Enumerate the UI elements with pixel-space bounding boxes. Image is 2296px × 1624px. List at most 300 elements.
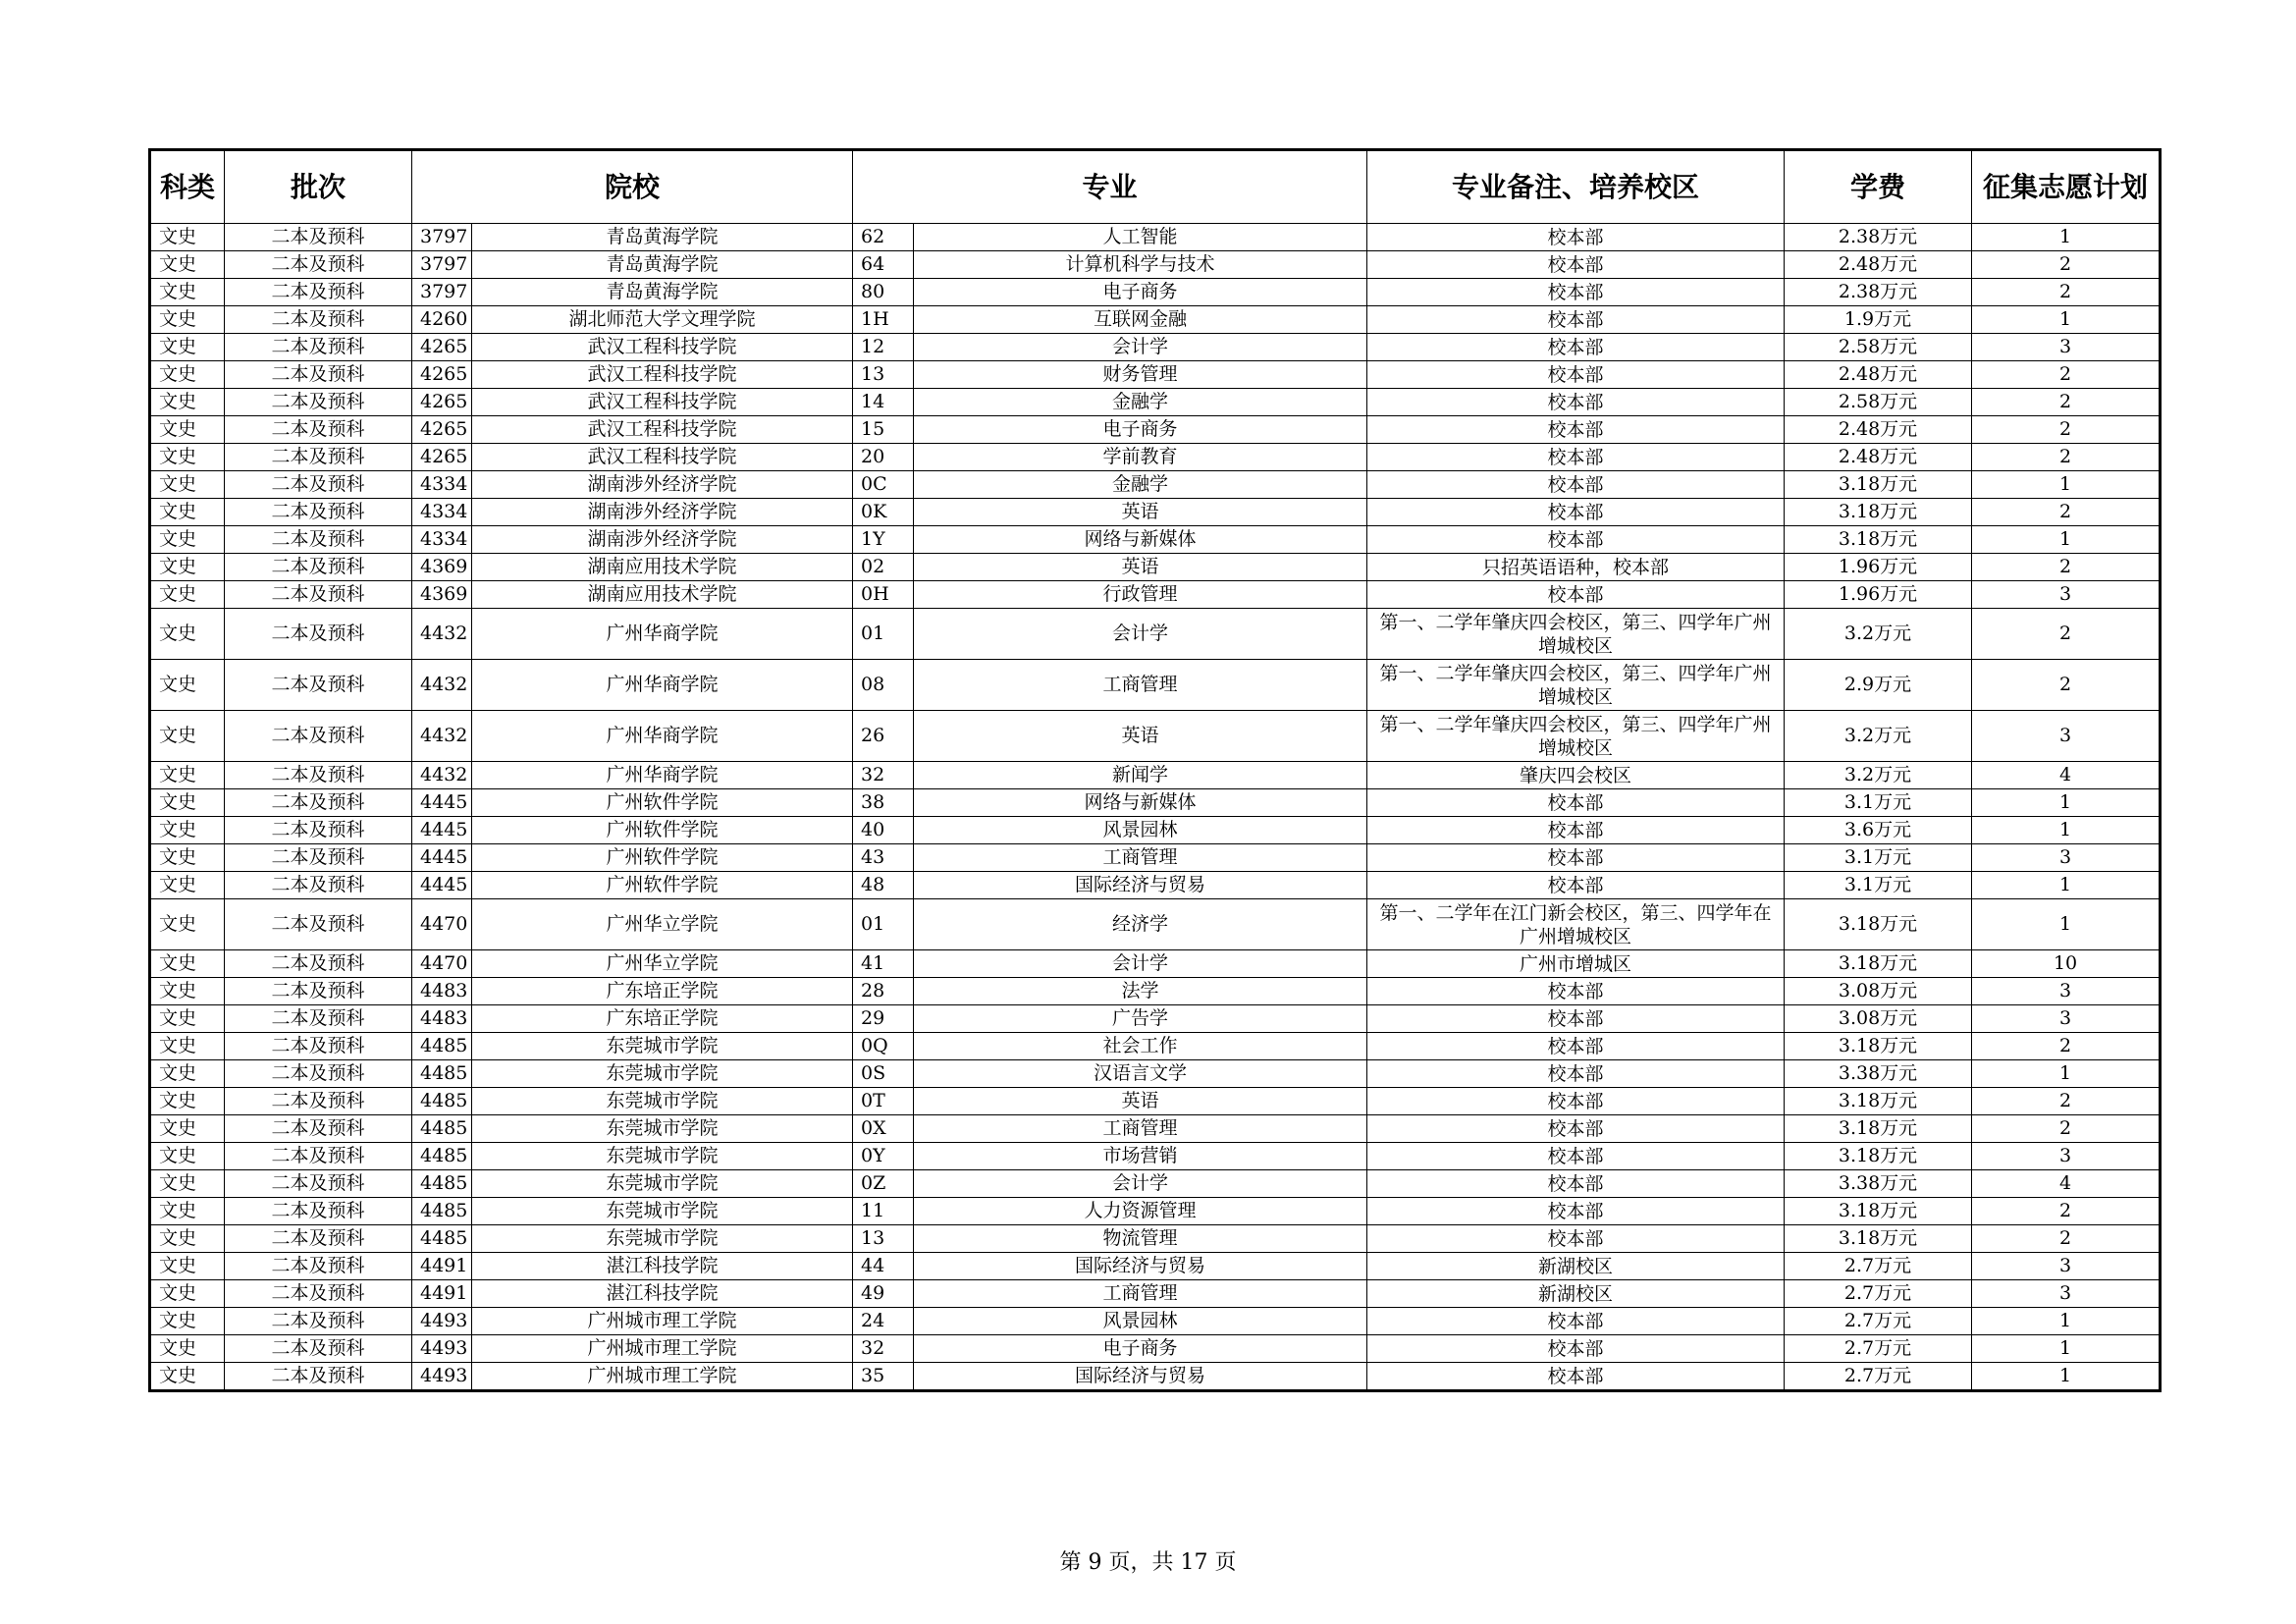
cell-category: 文史: [150, 1033, 225, 1060]
cell-major-name: 会计学: [914, 1170, 1367, 1198]
cell-school-name: 东莞城市学院: [472, 1115, 853, 1143]
cell-note: 校本部: [1367, 251, 1785, 279]
cell-note: 校本部: [1367, 1005, 1785, 1033]
cell-plan: 3: [1972, 711, 2161, 762]
cell-category: 文史: [150, 554, 225, 581]
cell-batch: 二本及预科: [225, 789, 412, 817]
cell-category: 文史: [150, 1225, 225, 1253]
cell-major-name: 工商管理: [914, 844, 1367, 872]
cell-fee: 3.18万元: [1785, 1033, 1972, 1060]
header-category: 科类: [150, 150, 225, 224]
cell-school-code: 4485: [412, 1060, 472, 1088]
cell-plan: 1: [1972, 817, 2161, 844]
cell-fee: 3.18万元: [1785, 499, 1972, 526]
cell-batch: 二本及预科: [225, 361, 412, 389]
cell-category: 文史: [150, 844, 225, 872]
cell-major-code: 20: [853, 444, 914, 471]
cell-school-code: 4334: [412, 499, 472, 526]
cell-school-code: 3797: [412, 224, 472, 251]
cell-major-name: 新闻学: [914, 762, 1367, 789]
cell-plan: 2: [1972, 609, 2161, 660]
cell-category: 文史: [150, 416, 225, 444]
cell-major-name: 经济学: [914, 899, 1367, 950]
header-row: [150, 150, 2161, 224]
cell-batch: 二本及预科: [225, 1198, 412, 1225]
cell-note: 校本部: [1367, 1170, 1785, 1198]
table-row: [150, 1060, 2161, 1088]
cell-category: 文史: [150, 334, 225, 361]
table-row: [150, 1088, 2161, 1115]
cell-plan: 3: [1972, 1253, 2161, 1280]
cell-batch: 二本及预科: [225, 334, 412, 361]
cell-major-name: 国际经济与贸易: [914, 1363, 1367, 1391]
table-row: [150, 444, 2161, 471]
cell-fee: 3.08万元: [1785, 978, 1972, 1005]
cell-major-code: 08: [853, 660, 914, 711]
table-row: [150, 950, 2161, 978]
cell-fee: 3.08万元: [1785, 1005, 1972, 1033]
cell-school-code: 4432: [412, 711, 472, 762]
cell-category: 文史: [150, 1060, 225, 1088]
cell-school-code: 4493: [412, 1308, 472, 1335]
cell-fee: 2.7万元: [1785, 1363, 1972, 1391]
cell-school-code: 4445: [412, 872, 472, 899]
cell-category: 文史: [150, 306, 225, 334]
cell-category: 文史: [150, 279, 225, 306]
cell-school-code: 4265: [412, 389, 472, 416]
table-row: [150, 1143, 2161, 1170]
cell-batch: 二本及预科: [225, 817, 412, 844]
cell-school-code: 4265: [412, 444, 472, 471]
cell-plan: 3: [1972, 1143, 2161, 1170]
cell-school-code: 4432: [412, 609, 472, 660]
cell-batch: 二本及预科: [225, 581, 412, 609]
cell-batch: 二本及预科: [225, 389, 412, 416]
cell-batch: 二本及预科: [225, 1335, 412, 1363]
cell-category: 文史: [150, 526, 225, 554]
cell-school-code: 4470: [412, 950, 472, 978]
cell-note: 校本部: [1367, 1335, 1785, 1363]
header-plan: 征集志愿计划: [1972, 150, 2161, 224]
cell-school-code: 4485: [412, 1088, 472, 1115]
cell-plan: 3: [1972, 1005, 2161, 1033]
cell-fee: 3.18万元: [1785, 1225, 1972, 1253]
cell-school-name: 广州华商学院: [472, 711, 853, 762]
cell-category: 文史: [150, 361, 225, 389]
cell-major-code: 44: [853, 1253, 914, 1280]
cell-major-code: 62: [853, 224, 914, 251]
cell-school-name: 广州华立学院: [472, 950, 853, 978]
cell-school-code: 4334: [412, 526, 472, 554]
cell-school-code: 3797: [412, 251, 472, 279]
cell-school-name: 东莞城市学院: [472, 1143, 853, 1170]
cell-major-name: 风景园林: [914, 1308, 1367, 1335]
cell-school-name: 东莞城市学院: [472, 1060, 853, 1088]
cell-major-code: 0X: [853, 1115, 914, 1143]
cell-note: 校本部: [1367, 389, 1785, 416]
cell-school-name: 湖南涉外经济学院: [472, 526, 853, 554]
cell-plan: 3: [1972, 581, 2161, 609]
cell-batch: 二本及预科: [225, 899, 412, 950]
cell-note: 校本部: [1367, 279, 1785, 306]
cell-major-code: 32: [853, 1335, 914, 1363]
cell-category: 文史: [150, 581, 225, 609]
cell-major-name: 市场营销: [914, 1143, 1367, 1170]
cell-major-name: 财务管理: [914, 361, 1367, 389]
cell-category: 文史: [150, 251, 225, 279]
cell-major-name: 英语: [914, 711, 1367, 762]
cell-plan: 1: [1972, 1363, 2161, 1391]
cell-plan: 1: [1972, 899, 2161, 950]
cell-school-name: 武汉工程科技学院: [472, 416, 853, 444]
cell-note: 校本部: [1367, 526, 1785, 554]
cell-school-name: 广州华商学院: [472, 660, 853, 711]
cell-category: 文史: [150, 1363, 225, 1391]
cell-major-code: 02: [853, 554, 914, 581]
cell-plan: 2: [1972, 1225, 2161, 1253]
cell-batch: 二本及预科: [225, 762, 412, 789]
cell-major-code: 26: [853, 711, 914, 762]
cell-fee: 2.7万元: [1785, 1280, 1972, 1308]
table-row: [150, 1253, 2161, 1280]
header-batch: 批次: [225, 150, 412, 224]
cell-category: 文史: [150, 389, 225, 416]
cell-fee: 2.48万元: [1785, 251, 1972, 279]
cell-fee: 2.7万元: [1785, 1253, 1972, 1280]
cell-category: 文史: [150, 499, 225, 526]
cell-school-code: 4485: [412, 1225, 472, 1253]
cell-batch: 二本及预科: [225, 1308, 412, 1335]
cell-batch: 二本及预科: [225, 279, 412, 306]
cell-major-code: 38: [853, 789, 914, 817]
table-row: [150, 1225, 2161, 1253]
cell-batch: 二本及预科: [225, 526, 412, 554]
cell-school-name: 广州软件学院: [472, 844, 853, 872]
cell-plan: 3: [1972, 844, 2161, 872]
cell-school-name: 广东培正学院: [472, 978, 853, 1005]
cell-fee: 1.9万元: [1785, 306, 1972, 334]
cell-major-code: 13: [853, 361, 914, 389]
cell-note: 校本部: [1367, 817, 1785, 844]
table-row: [150, 978, 2161, 1005]
cell-note: 校本部: [1367, 224, 1785, 251]
cell-note: 肇庆四会校区: [1367, 762, 1785, 789]
cell-school-code: 4432: [412, 660, 472, 711]
cell-batch: 二本及预科: [225, 1143, 412, 1170]
table-row: [150, 1170, 2161, 1198]
cell-note: 校本部: [1367, 581, 1785, 609]
cell-major-name: 英语: [914, 499, 1367, 526]
cell-category: 文史: [150, 1280, 225, 1308]
table-row: [150, 416, 2161, 444]
cell-note: 校本部: [1367, 1033, 1785, 1060]
cell-fee: 3.18万元: [1785, 1115, 1972, 1143]
cell-school-code: 4493: [412, 1335, 472, 1363]
cell-school-name: 湛江科技学院: [472, 1280, 853, 1308]
table-row: [150, 1198, 2161, 1225]
table-row: [150, 1363, 2161, 1391]
cell-school-name: 湖南涉外经济学院: [472, 471, 853, 499]
cell-fee: 2.58万元: [1785, 389, 1972, 416]
cell-school-name: 武汉工程科技学院: [472, 334, 853, 361]
cell-major-name: 金融学: [914, 471, 1367, 499]
cell-batch: 二本及预科: [225, 1363, 412, 1391]
cell-note: 第一、二学年肇庆四会校区，第三、四学年广州增城校区: [1367, 609, 1785, 660]
cell-note: 校本部: [1367, 1363, 1785, 1391]
cell-plan: 2: [1972, 416, 2161, 444]
cell-school-name: 广州城市理工学院: [472, 1363, 853, 1391]
cell-major-name: 电子商务: [914, 416, 1367, 444]
cell-school-code: 3797: [412, 279, 472, 306]
cell-major-name: 行政管理: [914, 581, 1367, 609]
table-row: [150, 224, 2161, 251]
table-row: [150, 762, 2161, 789]
cell-category: 文史: [150, 1253, 225, 1280]
table-row: [150, 1033, 2161, 1060]
cell-fee: 3.1万元: [1785, 872, 1972, 899]
cell-fee: 1.96万元: [1785, 554, 1972, 581]
table-row: [150, 389, 2161, 416]
cell-major-name: 电子商务: [914, 1335, 1367, 1363]
cell-major-name: 电子商务: [914, 279, 1367, 306]
cell-batch: 二本及预科: [225, 1060, 412, 1088]
table-row: [150, 361, 2161, 389]
cell-major-code: 01: [853, 899, 914, 950]
cell-fee: 2.48万元: [1785, 361, 1972, 389]
cell-fee: 2.7万元: [1785, 1308, 1972, 1335]
cell-major-name: 网络与新媒体: [914, 789, 1367, 817]
cell-plan: 2: [1972, 251, 2161, 279]
cell-major-code: 01: [853, 609, 914, 660]
cell-plan: 1: [1972, 306, 2161, 334]
cell-fee: 2.48万元: [1785, 416, 1972, 444]
cell-batch: 二本及预科: [225, 1088, 412, 1115]
table-row: [150, 1005, 2161, 1033]
cell-fee: 3.38万元: [1785, 1170, 1972, 1198]
cell-note: 校本部: [1367, 872, 1785, 899]
cell-major-code: 0H: [853, 581, 914, 609]
cell-note: 校本部: [1367, 844, 1785, 872]
enrollment-table: [148, 148, 2162, 1392]
table-row: [150, 609, 2161, 660]
table-body: [150, 224, 2161, 1391]
cell-school-name: 东莞城市学院: [472, 1088, 853, 1115]
cell-category: 文史: [150, 224, 225, 251]
cell-plan: 1: [1972, 872, 2161, 899]
cell-category: 文史: [150, 1005, 225, 1033]
cell-category: 文史: [150, 1308, 225, 1335]
cell-school-name: 青岛黄海学院: [472, 279, 853, 306]
cell-note: 校本部: [1367, 471, 1785, 499]
table-row: [150, 334, 2161, 361]
table-row: [150, 817, 2161, 844]
table-row: [150, 660, 2161, 711]
cell-plan: 1: [1972, 1335, 2161, 1363]
cell-batch: 二本及预科: [225, 1005, 412, 1033]
cell-school-code: 4334: [412, 471, 472, 499]
cell-fee: 1.96万元: [1785, 581, 1972, 609]
cell-batch: 二本及预科: [225, 224, 412, 251]
cell-major-name: 互联网金融: [914, 306, 1367, 334]
cell-fee: 2.58万元: [1785, 334, 1972, 361]
cell-fee: 3.2万元: [1785, 609, 1972, 660]
cell-school-name: 湛江科技学院: [472, 1253, 853, 1280]
cell-major-code: 24: [853, 1308, 914, 1335]
cell-school-code: 4470: [412, 899, 472, 950]
cell-major-code: 40: [853, 817, 914, 844]
cell-school-code: 4445: [412, 817, 472, 844]
cell-fee: 2.7万元: [1785, 1335, 1972, 1363]
cell-major-name: 工商管理: [914, 1115, 1367, 1143]
cell-school-code: 4493: [412, 1363, 472, 1391]
cell-fee: 2.48万元: [1785, 444, 1972, 471]
table-row: [150, 1115, 2161, 1143]
cell-major-name: 物流管理: [914, 1225, 1367, 1253]
cell-school-code: 4265: [412, 361, 472, 389]
cell-major-code: 11: [853, 1198, 914, 1225]
cell-major-code: 0C: [853, 471, 914, 499]
cell-school-code: 4485: [412, 1143, 472, 1170]
cell-note: 校本部: [1367, 416, 1785, 444]
cell-major-code: 0T: [853, 1088, 914, 1115]
cell-school-name: 广东培正学院: [472, 1005, 853, 1033]
cell-fee: 2.38万元: [1785, 279, 1972, 306]
cell-note: 第一、二学年肇庆四会校区，第三、四学年广州增城校区: [1367, 711, 1785, 762]
table-row: [150, 844, 2161, 872]
cell-category: 文史: [150, 978, 225, 1005]
cell-batch: 二本及预科: [225, 444, 412, 471]
cell-school-code: 4445: [412, 789, 472, 817]
cell-note: 第一、二学年在江门新会校区，第三、四学年在广州增城校区: [1367, 899, 1785, 950]
cell-plan: 2: [1972, 1115, 2161, 1143]
cell-category: 文史: [150, 711, 225, 762]
cell-note: 新湖校区: [1367, 1253, 1785, 1280]
cell-note: 校本部: [1367, 978, 1785, 1005]
cell-major-code: 49: [853, 1280, 914, 1308]
cell-school-name: 广州城市理工学院: [472, 1308, 853, 1335]
table-row: [150, 872, 2161, 899]
cell-major-code: 1H: [853, 306, 914, 334]
cell-fee: 3.38万元: [1785, 1060, 1972, 1088]
cell-category: 文史: [150, 1335, 225, 1363]
cell-school-name: 武汉工程科技学院: [472, 361, 853, 389]
cell-school-code: 4491: [412, 1253, 472, 1280]
cell-batch: 二本及预科: [225, 416, 412, 444]
cell-category: 文史: [150, 660, 225, 711]
cell-category: 文史: [150, 1115, 225, 1143]
cell-major-name: 国际经济与贸易: [914, 872, 1367, 899]
cell-batch: 二本及预科: [225, 554, 412, 581]
cell-batch: 二本及预科: [225, 1170, 412, 1198]
cell-major-name: 风景园林: [914, 817, 1367, 844]
cell-category: 文史: [150, 1088, 225, 1115]
cell-school-name: 湖南应用技术学院: [472, 581, 853, 609]
cell-category: 文史: [150, 950, 225, 978]
cell-major-name: 人力资源管理: [914, 1198, 1367, 1225]
cell-fee: 3.1万元: [1785, 789, 1972, 817]
cell-school-name: 广州华商学院: [472, 762, 853, 789]
cell-category: 文史: [150, 789, 225, 817]
cell-category: 文史: [150, 1198, 225, 1225]
table-row: [150, 251, 2161, 279]
cell-major-name: 英语: [914, 1088, 1367, 1115]
table-row: [150, 554, 2161, 581]
cell-plan: 1: [1972, 1308, 2161, 1335]
cell-note: 校本部: [1367, 499, 1785, 526]
cell-note: 校本部: [1367, 1115, 1785, 1143]
table-row: [150, 306, 2161, 334]
cell-note: 校本部: [1367, 1225, 1785, 1253]
cell-plan: 2: [1972, 1198, 2161, 1225]
cell-major-name: 汉语言文学: [914, 1060, 1367, 1088]
cell-plan: 4: [1972, 762, 2161, 789]
cell-plan: 3: [1972, 1280, 2161, 1308]
cell-batch: 二本及预科: [225, 711, 412, 762]
cell-plan: 1: [1972, 224, 2161, 251]
cell-fee: 3.2万元: [1785, 762, 1972, 789]
cell-batch: 二本及预科: [225, 1225, 412, 1253]
cell-note: 校本部: [1367, 334, 1785, 361]
cell-major-name: 会计学: [914, 334, 1367, 361]
cell-school-name: 广州华商学院: [472, 609, 853, 660]
cell-plan: 1: [1972, 471, 2161, 499]
cell-major-code: 15: [853, 416, 914, 444]
cell-plan: 2: [1972, 1033, 2161, 1060]
cell-category: 文史: [150, 762, 225, 789]
cell-plan: 2: [1972, 279, 2161, 306]
cell-major-code: 1Y: [853, 526, 914, 554]
cell-plan: 10: [1972, 950, 2161, 978]
table-row: [150, 581, 2161, 609]
table-row: [150, 1308, 2161, 1335]
cell-fee: 2.9万元: [1785, 660, 1972, 711]
cell-batch: 二本及预科: [225, 1033, 412, 1060]
cell-batch: 二本及预科: [225, 1115, 412, 1143]
cell-category: 文史: [150, 1143, 225, 1170]
cell-school-name: 东莞城市学院: [472, 1170, 853, 1198]
cell-note: 校本部: [1367, 1060, 1785, 1088]
cell-major-name: 工商管理: [914, 1280, 1367, 1308]
cell-major-name: 英语: [914, 554, 1367, 581]
cell-fee: 3.18万元: [1785, 1143, 1972, 1170]
cell-major-name: 广告学: [914, 1005, 1367, 1033]
cell-major-code: 0S: [853, 1060, 914, 1088]
cell-school-name: 广州软件学院: [472, 872, 853, 899]
cell-batch: 二本及预科: [225, 1253, 412, 1280]
cell-plan: 2: [1972, 499, 2161, 526]
cell-note: 校本部: [1367, 1143, 1785, 1170]
cell-plan: 3: [1972, 978, 2161, 1005]
cell-major-code: 29: [853, 1005, 914, 1033]
cell-plan: 2: [1972, 389, 2161, 416]
cell-major-code: 12: [853, 334, 914, 361]
cell-note: 校本部: [1367, 1088, 1785, 1115]
cell-school-name: 东莞城市学院: [472, 1225, 853, 1253]
cell-batch: 二本及预科: [225, 471, 412, 499]
cell-batch: 二本及预科: [225, 1280, 412, 1308]
cell-category: 文史: [150, 444, 225, 471]
cell-batch: 二本及预科: [225, 950, 412, 978]
header-note: 专业备注、培养校区: [1367, 150, 1785, 224]
cell-major-name: 会计学: [914, 950, 1367, 978]
cell-batch: 二本及预科: [225, 844, 412, 872]
cell-category: 文史: [150, 471, 225, 499]
cell-school-name: 东莞城市学院: [472, 1198, 853, 1225]
cell-school-code: 4485: [412, 1033, 472, 1060]
cell-school-code: 4485: [412, 1115, 472, 1143]
cell-school-code: 4265: [412, 334, 472, 361]
cell-batch: 二本及预科: [225, 872, 412, 899]
